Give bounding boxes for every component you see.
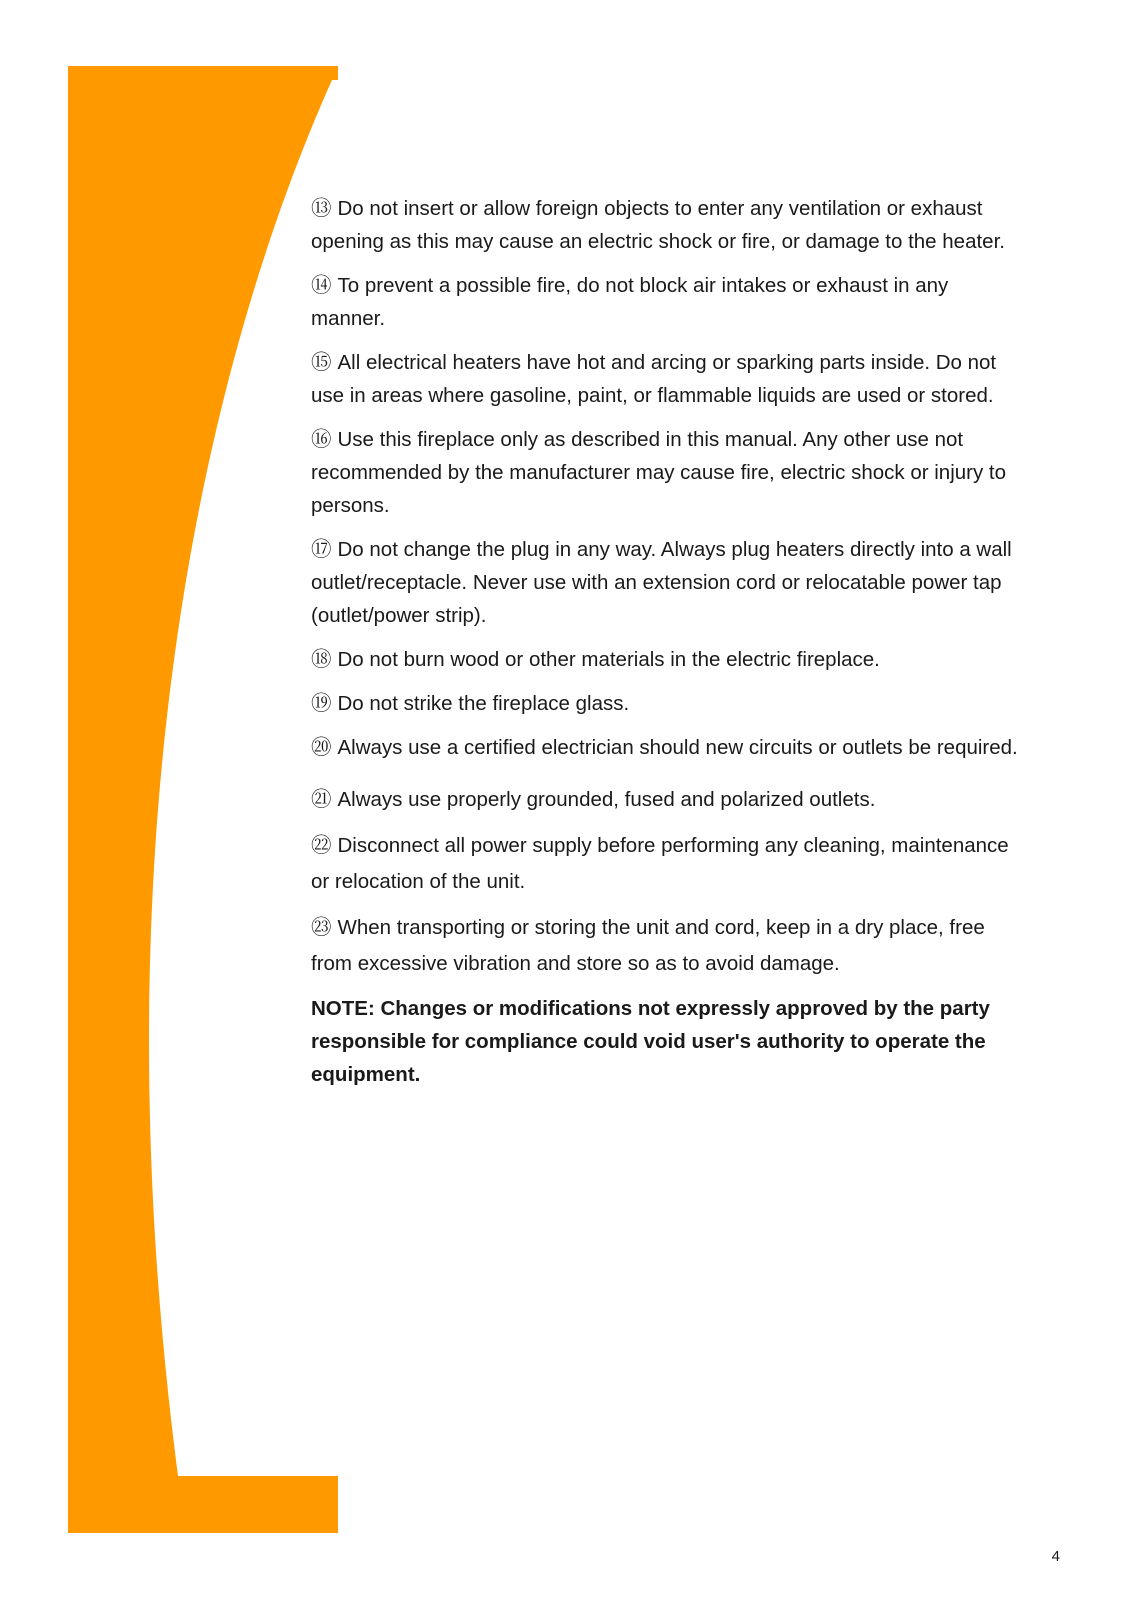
item-number: ⑮ <box>311 351 332 374</box>
item-number: ㉑ <box>311 788 332 811</box>
list-item <box>311 828 1026 900</box>
item-text: Do not burn wood or other materials in the electric fireplace. <box>337 648 880 671</box>
item-number: ⑱ <box>311 648 332 671</box>
item-text: Disconnect all power supply before performing any cleaning, maintenance or relocation of the unit. <box>311 834 1009 893</box>
list-item <box>311 192 1026 258</box>
list-item <box>311 423 1026 522</box>
list-item <box>311 269 1026 335</box>
item-text: All electrical heaters have hot and arcing or sparking parts inside. Do not use in areas where gasoline, paint, or flammable liquids are used or stored. <box>311 351 997 407</box>
item-number: ⑭ <box>311 274 332 297</box>
item-text: When transporting or storing the unit and cord, keep in a dry place, free from excessive vibration and store so as to avoid damage. <box>311 916 985 975</box>
list-item <box>311 731 1026 764</box>
orange-curve-shape <box>68 66 338 1533</box>
list-item <box>311 533 1026 632</box>
item-number: ⑬ <box>311 197 332 220</box>
item-text: Use this fireplace only as described in this manual. Any other use not recommended by the manufacturer may cause fire, electric shock or injury to persons. <box>311 428 1007 517</box>
page-number: 4 <box>1051 1548 1060 1565</box>
list-item <box>311 346 1026 412</box>
list-item <box>311 643 1026 676</box>
item-text: To prevent a possible fire, do not block air intakes or exhaust in any manner. <box>311 274 949 330</box>
item-text: Do not insert or allow foreign objects to enter any ventilation or exhaust opening as this may cause an electric shock or fire, or damage to the heater. <box>311 197 1005 253</box>
item-text: Do not strike the fireplace glass. <box>337 692 630 715</box>
list-item <box>311 910 1026 982</box>
item-text: Always use a certified electrician should new circuits or outlets be required. <box>337 736 1018 759</box>
item-number: ⑰ <box>311 538 332 561</box>
list-item <box>311 782 1026 818</box>
list-item <box>311 687 1026 720</box>
item-number: ⑯ <box>311 428 332 451</box>
compliance-note: NOTE: Changes or modifications not expressly approved by the party responsible for compliance could void user's authority to operate the equipment. <box>311 997 990 1086</box>
item-number: ㉓ <box>311 916 332 939</box>
safety-instructions <box>311 192 1026 1091</box>
item-text: Always use properly grounded, fused and polarized outlets. <box>337 788 876 811</box>
item-text: Do not change the plug in any way. Always plug heaters directly into a wall outlet/receptacle. Never use with an extension cord or relocatable power tap (outlet/power strip). <box>311 538 1012 627</box>
item-number: ㉒ <box>311 834 332 857</box>
item-number: ⑲ <box>311 692 332 715</box>
item-number: ⑳ <box>311 736 332 759</box>
